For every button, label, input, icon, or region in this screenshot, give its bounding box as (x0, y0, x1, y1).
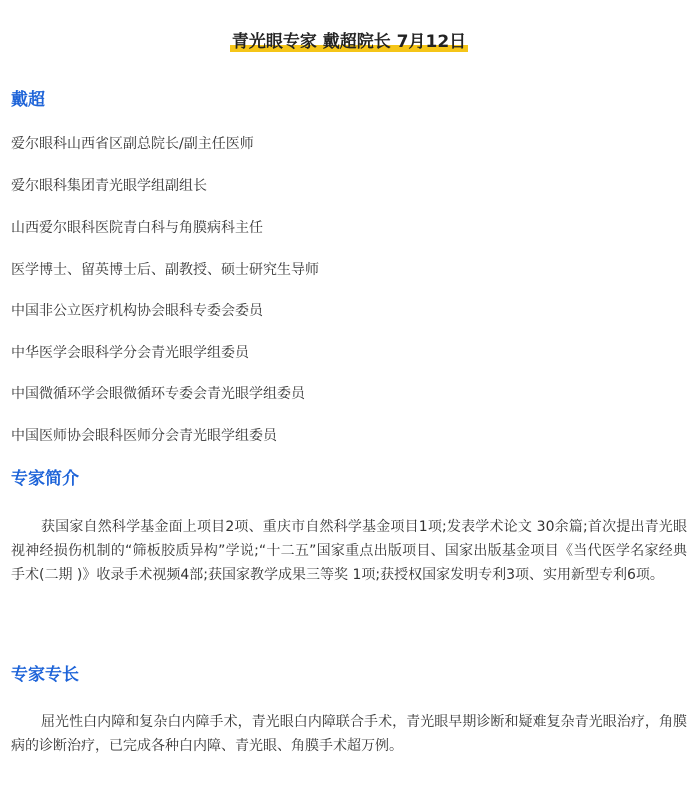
specialty-heading: 专家专长 (11, 665, 79, 685)
position-line: 中国微循环学会眼微循环专委会青光眼学组委员 (11, 386, 305, 402)
intro-heading: 专家简介 (11, 469, 79, 489)
position-line: 爱尔眼科山西省区副总院长/副主任医师 (11, 136, 254, 152)
page-title: 青光眼专家 戴超院长 7月12日 (231, 32, 467, 52)
position-line: 爱尔眼科集团青光眼学组副组长 (11, 178, 207, 194)
position-line: 中国非公立医疗机构协会眼科专委会委员 (11, 303, 263, 319)
specialty-paragraph: 屈光性白内障和复杂白内障手术，青光眼白内障联合手术，青光眼早期诊断和疑难复杂青光眼治疗，角膜病的诊断治疗，已完成各种白内障、青光眼、角膜手术超万例。 (11, 714, 687, 754)
position-line: 中华医学会眼科学分会青光眼学组委员 (11, 345, 249, 361)
position-line: 山西爱尔眼科医院青白科与角膜病科主任 (11, 220, 263, 236)
doctor-name-heading: 戴超 (11, 90, 45, 110)
position-line: 中国医师协会眼科医师分会青光眼学组委员 (11, 428, 277, 444)
intro-paragraph: 获国家自然科学基金面上项目2项、重庆市自然科学基金项目1项;发表学术论文 30余篇;首次提出青光眼视神经损伤机制的“筛板胶质异构”学说;“十二五”国家重点出版项目、国家出版基金项目《当代医学名家经典手术(二期 )》收录手术视频4部;获国家教学成果三等奖 1项;获授权国家发明专利3项、实用新型专利6项。 (11, 519, 687, 583)
position-line: 医学博士、留英博士后、副教授、硕士研究生导师 (11, 262, 319, 278)
title-wrap (0, 30, 698, 54)
